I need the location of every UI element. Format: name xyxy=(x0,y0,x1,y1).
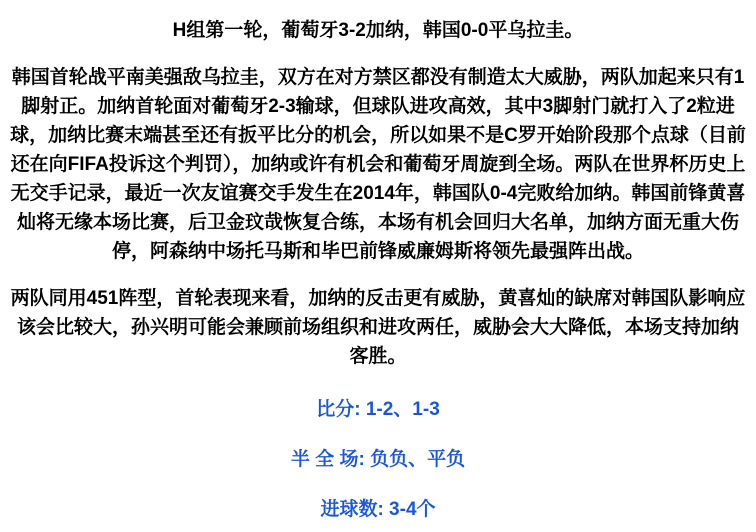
prediction-total-goals-line: 进球数: 3-4个 xyxy=(320,499,436,520)
prediction-score-line: 比分: 1-2、1-3 xyxy=(316,399,440,420)
analysis-paragraph-conclusion: 两队同用451阵型，首轮表现来看，加纳的反击更有威胁，黄喜灿的缺席对韩国队影响应该会比较大，孙兴明可能会兼顾前场组织和进攻两任，威胁会大大降低，本场支持加纳客胜。 xyxy=(10,288,746,367)
article-headline: H组第一轮，葡萄牙3-2加纳，韩国0-0平乌拉圭。 xyxy=(172,20,584,41)
prediction-list xyxy=(8,395,748,524)
analysis-paragraph-first-round: 韩国首轮战平南美强敌乌拉圭，双方在对方禁区都没有制造太大威胁，两队加起来只有1脚射正。加纳首轮面对葡萄牙2-3输球，但球队进攻高效，其中3脚射门就打入了2粒进球，加纳比赛末端甚至还有扳平比分的机会，所以如果不是C罗开始阶段那个点球（目前还在向FIFA投诉这个判罚），加纳或许有机会和葡萄牙周旋到全场。两队在世界杯历史上无交手记录，最近一次友谊赛交手发生在2014年，韩国队0-4完败给加纳。韩国前锋黄喜灿将无缘本场比赛，后卫金玟哉恢复合练，本场有机会回归大名单，加纳方面无重大伤停，阿森纳中场托马斯和毕巴前锋威廉姆斯将领先最强阵出战。 xyxy=(10,67,746,262)
prediction-halftime-fulltime-line: 半 全 场: 负负、平负 xyxy=(290,449,466,470)
